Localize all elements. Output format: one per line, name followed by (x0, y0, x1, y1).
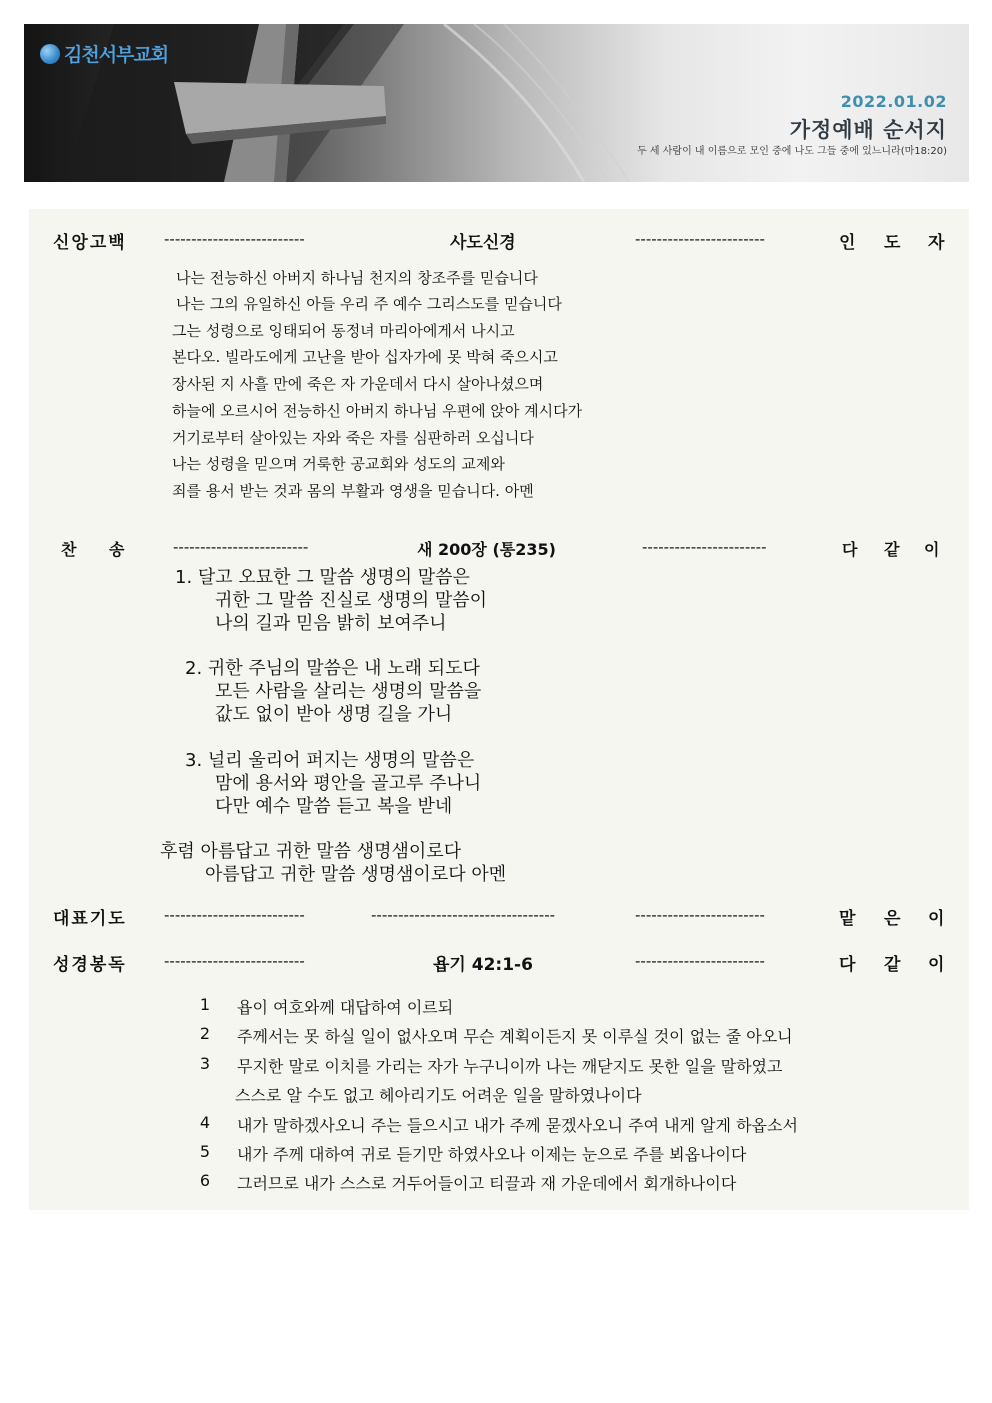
globe-icon (40, 44, 60, 64)
verse-number: 4 (199, 1113, 211, 1132)
section-label: 신앙고백 (53, 233, 127, 253)
verse-text: 그러므로 내가 스스로 거두어들이고 티끌과 재 가운데에서 회개하나이다 (237, 1174, 737, 1193)
creed-line: 나는 전능하신 아버지 하나님 천지의 창조주를 믿습니다 (176, 269, 538, 287)
leader-char: 같 (884, 540, 900, 559)
verse-text: 내가 말하겠사오니 주는 들으시고 내가 주께 묻겠사오니 주여 내게 알게 하옵소서 (237, 1116, 798, 1135)
hymn-line: 1. 달고 오묘한 그 말씀 생명의 말씀은 (175, 567, 470, 588)
verse-number: 3 (199, 1054, 211, 1073)
verse-number: 5 (199, 1142, 211, 1161)
leader-char: 다 (842, 540, 858, 559)
dash-right: ------------------------ (635, 230, 765, 248)
dash-left: -------------------------- (164, 906, 305, 924)
leader-char: 이 (928, 955, 945, 975)
order-of-worship-panel (29, 209, 969, 1210)
verse-number: 1 (199, 995, 211, 1014)
verse-text-continued: 스스로 알 수도 없고 헤아리기도 어려운 일을 말하였나이다 (235, 1086, 642, 1105)
church-logo (40, 40, 168, 67)
leader-char: 맡 (839, 909, 856, 929)
dash-left: -------------------------- (164, 230, 305, 248)
leader-char: 이 (928, 909, 945, 929)
leader-char: 인 (839, 233, 856, 253)
leader-char: 이 (924, 540, 940, 559)
section-creed (29, 228, 969, 258)
hymn-line: 2. 귀한 주님의 말씀은 내 노래 되도다 (185, 658, 480, 679)
leader-char: 도 (884, 233, 901, 253)
refrain-line: 후렴 아름답고 귀한 말씀 생명샘이로다 (160, 841, 462, 862)
dash-left: ------------------------- (173, 538, 309, 556)
creed-line: 본다오. 빌라도에게 고난을 받아 십자가에 못 박혀 죽으시고 (172, 348, 558, 366)
creed-line: 나는 성령을 믿으며 거룩한 공교회와 성도의 교제와 (172, 455, 505, 473)
verse-text: 주께서는 못 하실 일이 없사오며 무슨 계획이든지 못 이루실 것이 없는 줄 아오니 (237, 1027, 793, 1046)
section-label: 송 (109, 540, 125, 559)
dash-right: ------------------------ (635, 906, 765, 924)
section-label: 대표기도 (53, 909, 127, 929)
leader-char: 같 (884, 955, 901, 975)
hymn-line: 값도 없이 받아 생명 길을 가니 (215, 704, 453, 725)
verse-number: 6 (199, 1171, 211, 1190)
refrain-line: 아름답고 귀한 말씀 생명샘이로다 아멘 (205, 864, 507, 885)
verse-text: 욥이 여호와께 대답하여 이르되 (237, 998, 454, 1017)
hymn-line: 3. 널리 울리어 퍼지는 생명의 말씀은 (185, 750, 475, 771)
leader-char: 자 (928, 233, 945, 253)
worship-date: 2022.01.02 (840, 92, 947, 111)
section-hymn (29, 537, 969, 567)
verse-text: 내가 주께 대하여 귀로 듣기만 하였사오나 이제는 눈으로 주를 뵈옵나이다 (237, 1145, 747, 1164)
creed-line: 그는 성령으로 잉태되어 동정녀 마리아에게서 나시고 (172, 322, 515, 340)
section-label: 성경봉독 (53, 955, 127, 975)
church-name: 김천서부교회 (64, 44, 169, 66)
verse-number: 2 (199, 1024, 211, 1043)
creed-line: 죄를 용서 받는 것과 몸의 부활과 영생을 믿습니다. 아멘 (172, 482, 534, 500)
hymn-line: 맘에 용서와 평안을 골고루 주나니 (215, 773, 482, 794)
section-title: 욥기 42:1-6 (433, 955, 533, 975)
hymn-line: 다만 예수 말씀 듣고 복을 받네 (215, 796, 453, 817)
hymn-line: 귀한 그 말씀 진실로 생명의 말씀이 (215, 590, 488, 611)
section-prayer (29, 904, 969, 934)
dash-right: ----------------------- (642, 538, 767, 556)
section-title: 사도신경 (450, 233, 516, 253)
creed-line: 장사된 지 사흘 만에 죽은 자 가운데서 다시 살아나셨으며 (172, 375, 544, 393)
hymn-line: 모든 사람을 살리는 생명의 말씀을 (215, 681, 482, 702)
section-title: 새 200장 (통235) (417, 540, 556, 559)
section-reading (29, 950, 969, 980)
page-title: 가정예배 순서지 (789, 117, 947, 142)
leader-char: 은 (884, 909, 901, 929)
creed-line: 하늘에 오르시어 전능하신 아버지 하나님 우편에 앉아 계시다가 (172, 402, 583, 420)
header-verse: 두 세 사람이 내 이름으로 모인 중에 나도 그들 중에 있느니라(마18:20) (637, 146, 947, 157)
creed-line: 나는 그의 유일하신 아들 우리 주 예수 그리스도를 믿습니다 (176, 295, 562, 313)
hymn-line: 나의 길과 믿음 밝히 보여주니 (215, 613, 447, 634)
dash-mid: ---------------------------------- (371, 906, 556, 924)
dash-right: ------------------------ (635, 952, 765, 970)
verse-text: 무지한 말로 이치를 가리는 자가 누구니이까 나는 깨닫지도 못한 일을 말하였고 (237, 1057, 783, 1076)
creed-line: 거기로부터 살아있는 자와 죽은 자를 심판하러 오십니다 (172, 429, 534, 447)
leader-char: 다 (839, 955, 856, 975)
section-label: 찬 (61, 540, 77, 559)
header-banner (24, 24, 969, 182)
dash-left: -------------------------- (164, 952, 305, 970)
